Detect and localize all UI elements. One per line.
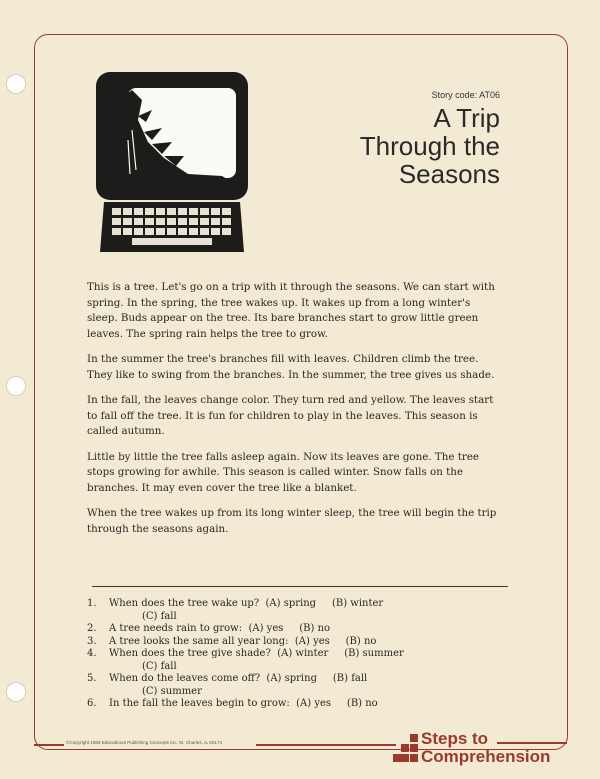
laptop-illustration <box>92 70 252 260</box>
story-paragraph: Little by little the tree falls asleep again. Now its leaves are gone. The tree stops growing for awhile. This season is called winter. Snow falls on the branches. It may even cover the tree like a blanket. <box>87 450 480 494</box>
footer-rule <box>256 744 396 746</box>
question-number: 5. <box>87 673 97 684</box>
binder-hole <box>6 682 26 702</box>
question-text: When does the tree give shade? (A) winter (B) summer <box>109 648 404 659</box>
logo-text-line1: Steps to <box>421 729 489 748</box>
question-item <box>87 648 507 661</box>
story-paragraph: In the fall, the leaves change color. They turn red and yellow. The leaves start to fall off the tree. It is fun for children to play in the leaves. This season is called autumn. <box>87 394 494 437</box>
story-paragraph: When the tree wakes up from its long winter sleep, the tree will begin the trip through the seasons again. <box>87 507 497 535</box>
story-paragraph: This is a tree. Let's go on a trip with it through the seasons. We can start with spring. In the spring, the tree wakes up. It wakes up from a long winter's sleep. Buds appear on the tree. Its bare branches start to grow little green leaves. The spring rain helps the tree to grow. <box>87 281 495 340</box>
question-text: A tree looks the same all year long: (A) yes (B) no <box>109 635 377 647</box>
question-number: 2. <box>87 623 97 634</box>
story-text <box>87 280 497 547</box>
logo-text-line2: Comprehension <box>421 747 551 766</box>
question-number: 6. <box>87 698 97 709</box>
question-continuation: (C) fall <box>142 660 177 672</box>
binder-hole <box>6 376 26 396</box>
question-item <box>87 698 507 711</box>
question-text: When does the tree wake up? (A) spring (B) winter <box>109 598 384 609</box>
question-item <box>87 636 507 649</box>
question-list <box>87 598 507 711</box>
footer-rule <box>497 742 567 744</box>
question-item <box>87 673 507 686</box>
question-text: A tree needs rain to grow: (A) yes (B) no <box>109 623 331 634</box>
question-text: In the fall the leaves begin to grow: (A) yes (B) no <box>109 698 378 709</box>
footer-rule <box>34 744 64 746</box>
copyright-notice: ©Copyright 1986 Educational Publishing Concepts Inc. St. Charles, IL 60174 <box>66 740 222 745</box>
story-code: Story code: AT06 <box>431 90 500 100</box>
question-item <box>87 598 507 611</box>
question-continuation: (C) summer <box>142 685 202 697</box>
story-paragraph: In the summer the tree's branches fill with leaves. Children climb the tree. They like to swing from the branches. In the summer, the tree gives us shade. <box>87 353 495 381</box>
question-continuation: (C) fall <box>142 610 177 622</box>
page-title: A Trip Through the Seasons <box>359 103 500 189</box>
question-number: 1. <box>87 598 97 609</box>
question-item <box>87 623 507 636</box>
question-number: 4. <box>87 648 97 659</box>
logo-squares-icon <box>393 734 419 764</box>
question-number: 3. <box>87 635 97 647</box>
binder-hole <box>6 74 26 94</box>
section-divider <box>92 586 508 587</box>
question-text: When do the leaves come off? (A) spring (B) fall <box>109 673 368 684</box>
